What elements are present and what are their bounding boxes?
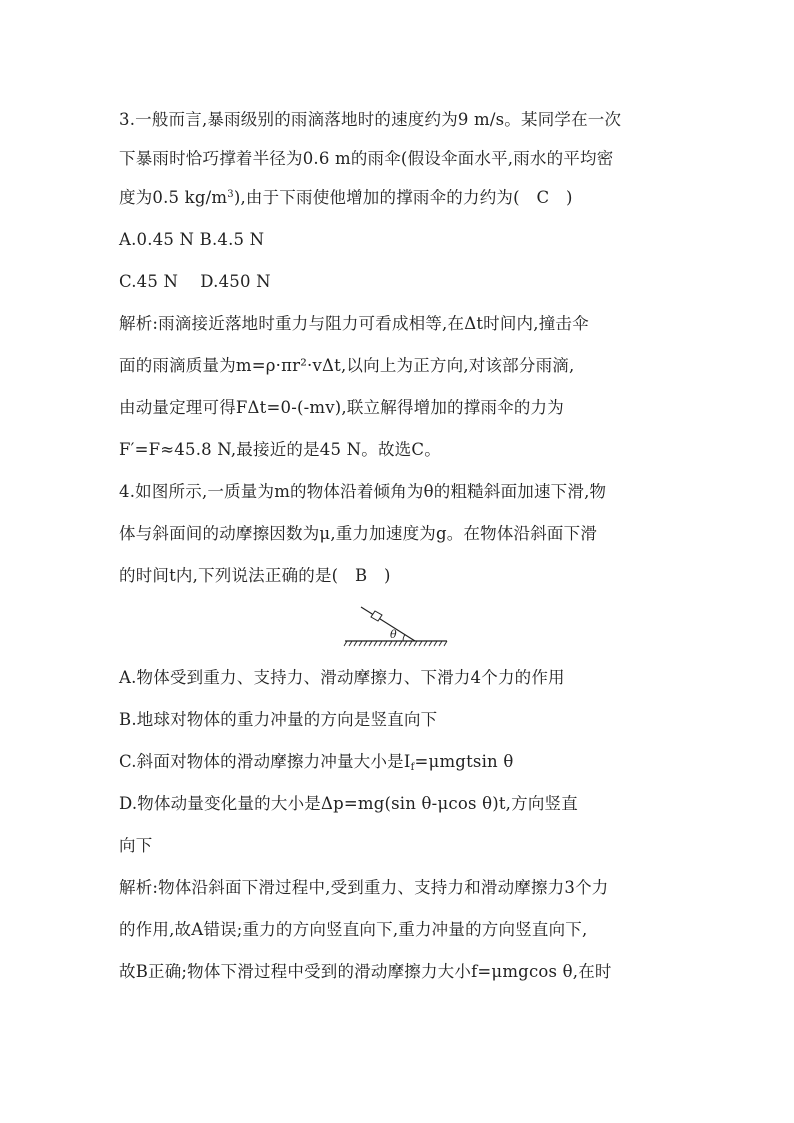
q3-options-a-b: A.0.45 N B.4.5 N (119, 230, 265, 249)
q3-stem-line-3: 度为0.5 $kg/m^3$),由于下雨使他增加的撑雨伞的力约为( C ) (119, 188, 573, 207)
incline-diagram (343, 604, 449, 650)
q4-stem-line-3: 的时间t内,下列说法正确的是( B ) (119, 566, 391, 585)
q3-stem-line-1: 3.一般而言,暴雨级别的雨滴落地时的速度约为9 m/s。某同学在一次 (119, 110, 622, 129)
q3-analysis-line-2: 面的雨滴质量为m=ρ·πr²·vΔt,以向上为正方向,对该部分雨滴, (119, 356, 575, 375)
q3-analysis-line-1: 解析:雨滴接近落地时重力与阻力可看成相等,在Δt时间内,撞击伞 (119, 314, 589, 333)
q3-stem-line-2: 下暴雨时恰巧撑着半径为0.6 m的雨伞(假设伞面水平,雨水的平均密 (119, 149, 614, 168)
inclined-plane-figure (343, 604, 449, 650)
angle-arc (403, 635, 405, 641)
q4-stem-line-1: 4.如图所示,一质量为m的物体沿着倾角为θ的粗糙斜面加速下滑,物 (119, 482, 607, 501)
q3-analysis-line-4: F′=F≈45.8 N,最接近的是45 N。故选C。 (119, 440, 441, 459)
q4-analysis-line-3: 故B正确;物体下滑过程中受到的滑动摩擦力大小f=μmgcos θ,在时 (119, 962, 612, 981)
q3-analysis-line-3: 由动量定理可得FΔt=0-(-mv),联立解得增加的撑雨伞的力为 (119, 398, 564, 417)
q4-stem-line-2: 体与斜面间的动摩擦因数为μ,重力加速度为g。在物体沿斜面下滑 (119, 524, 598, 543)
q3-options-c-d: C.45 N D.450 N (119, 272, 271, 291)
q4-analysis-line-2: 的作用,故A错误;重力的方向竖直向下,重力冲量的方向竖直向下, (119, 920, 588, 939)
subscript-f: f (410, 762, 415, 773)
q4-option-b: B.地球对物体的重力冲量的方向是竖直向下 (119, 710, 438, 729)
q4-option-d-line-2: 向下 (119, 836, 153, 855)
superscript-3: 3 (227, 189, 234, 200)
incline-line (361, 607, 415, 641)
q4-option-c: C.斜面对物体的滑动摩擦力冲量大小是$I_f=\mu mgtsin$ θ (119, 752, 514, 773)
angle-theta-label: θ (390, 628, 397, 641)
q4-option-a: A.物体受到重力、支持力、滑动摩擦力、下滑力4个力的作用 (119, 668, 565, 687)
ground-hatching (344, 641, 447, 646)
q4-analysis-line-1: 解析:物体沿斜面下滑过程中,受到重力、支持力和滑动摩擦力3个力 (119, 878, 609, 897)
q4-option-d-line-1: D.物体动量变化量的大小是Δp=mg(sin θ-μcos θ)t,方向竖直 (119, 794, 578, 813)
